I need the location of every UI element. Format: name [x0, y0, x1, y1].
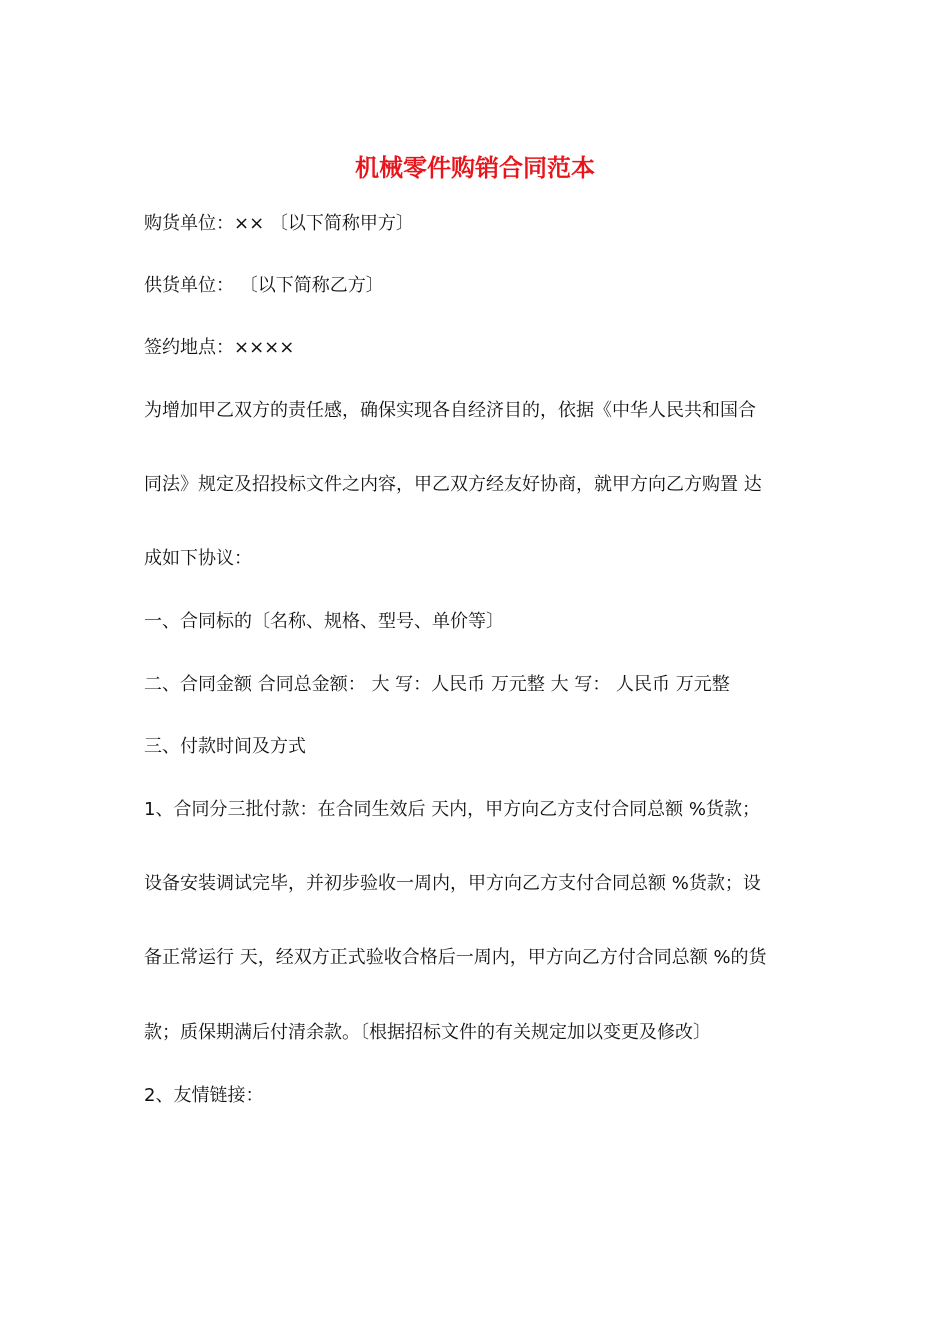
section-heading: 一、合同标的〔名称、规格、型号、单价等〕 — [144, 611, 504, 632]
section-heading: 2、友情链接： — [144, 1085, 264, 1106]
paragraph-line: 备正常运行 天，经双方正式验收合格后一周内，甲方向乙方付合同总额 %的货 — [144, 947, 767, 968]
section-heading: 三、付款时间及方式 — [144, 736, 306, 757]
paragraph-line: 同法》规定及招投标文件之内容，甲乙双方经友好协商，就甲方向乙方购置 达 — [144, 474, 762, 495]
paragraph-line: 1、合同分三批付款：在合同生效后 天内，甲方向乙方支付合同总额 %货款； — [144, 799, 760, 820]
document-title: 机械零件购销合同范本 — [355, 153, 595, 182]
signing-place-line: 签约地点：×××× — [144, 337, 295, 358]
paragraph-line: 为增加甲乙双方的责任感，确保实现各自经济目的，依据《中华人民共和国合 — [144, 400, 756, 421]
supplier-line: 供货单位： 〔以下简称乙方〕 — [144, 275, 384, 296]
section-heading: 二、合同金额 合同总金额： 大 写：人民币 万元整 大 写： 人民币 万元整 — [144, 674, 730, 695]
paragraph-line: 设备安装调试完毕，并初步验收一周内，甲方向乙方支付合同总额 %货款；设 — [144, 873, 761, 894]
paragraph-line: 款；质保期满后付清余款。〔根据招标文件的有关规定加以变更及修改〕 — [144, 1022, 711, 1043]
paragraph-line: 成如下协议： — [144, 548, 252, 569]
buyer-line: 购货单位：×× 〔以下简称甲方〕 — [144, 213, 414, 234]
